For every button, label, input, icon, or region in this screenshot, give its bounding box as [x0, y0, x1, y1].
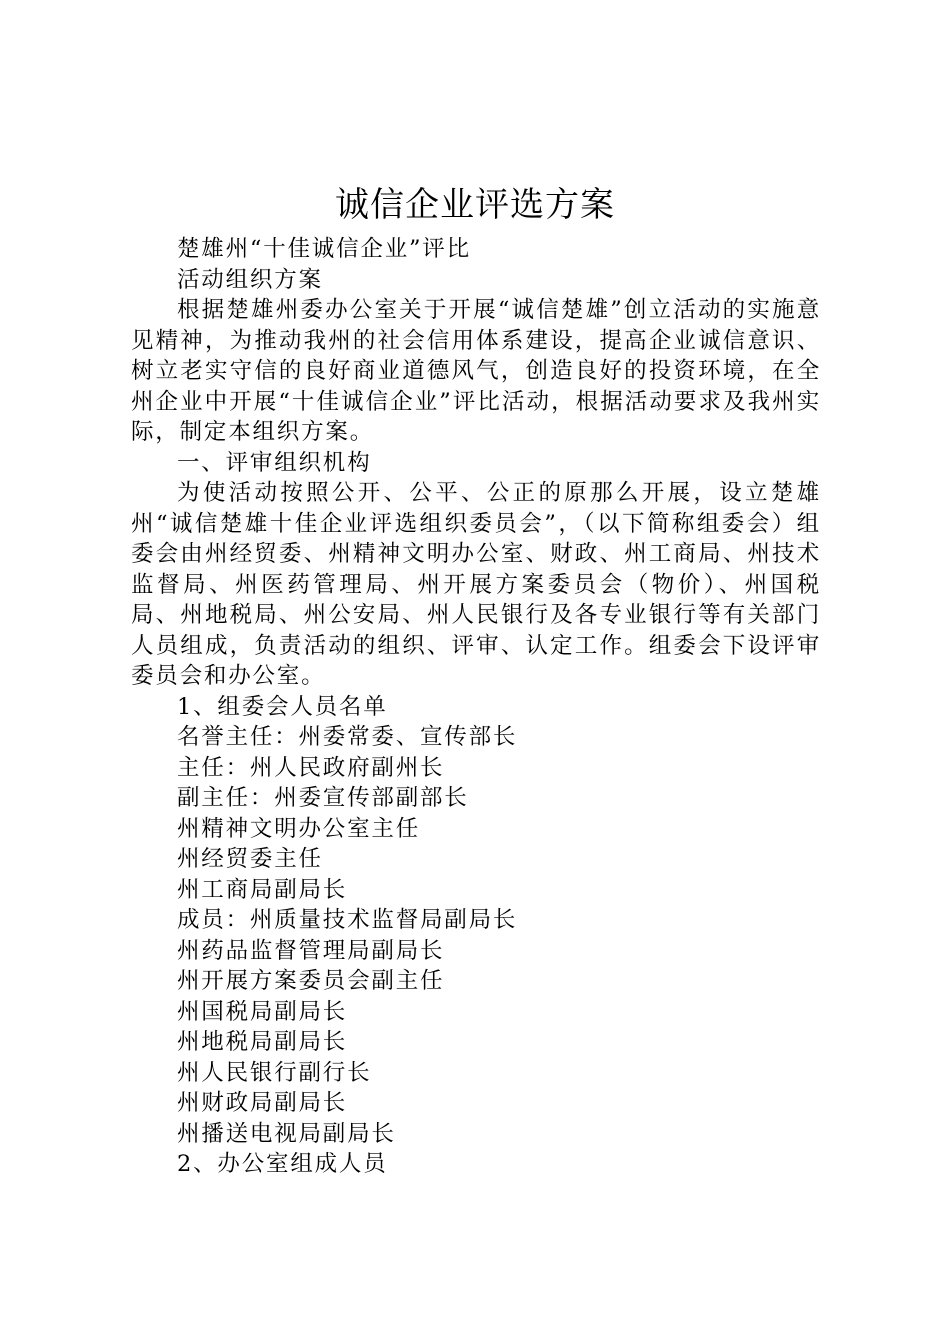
list-item: 州国税局副局长 [177, 998, 348, 1025]
section-heading: 一、评审组织机构 [177, 449, 372, 476]
list-item: 州精神文明办公室主任 [177, 815, 421, 842]
list-item: 州开展方案委员会副主任 [177, 968, 445, 994]
document-title: 诚信企业评选方案 [335, 185, 615, 225]
list-item: 2、办公室组成人员 [177, 1151, 388, 1177]
list-item: 州药品监督管理局副局长 [177, 937, 445, 964]
list-item: 州财政局副局长 [177, 1090, 348, 1116]
subtitle-line-1: 楚雄州“十佳诚信企业”评比 [177, 236, 471, 262]
list-item: 成员：州质量技术监督局副局长 [177, 907, 518, 933]
list-item: 1、组委会人员名单 [177, 693, 388, 720]
document-body [131, 234, 821, 1180]
intro-paragraph: 根据楚雄州委办公室关于开展“诚信楚雄”创立活动的实施意见精神，为推动我州的社会信用体系建设，提高企业诚信意识、树立老实守信的良好商业道德风气，创造良好的投资环境，在全州企业中开展“十佳诚信企业”评比活动，根据活动要求及我州实际，制定本组织方案。 [131, 297, 821, 445]
list-item: 州经贸委主任 [177, 846, 323, 872]
list-item: 名誉主任：州委常委、宣传部长 [177, 724, 518, 750]
subtitle-line-2: 活动组织方案 [177, 266, 323, 293]
list-item: 州工商局副局长 [177, 876, 348, 903]
organization-paragraph: 为使活动按照公开、公平、公正的原那么开展，设立楚雄州“诚信楚雄十佳企业评选组织委员会”，（以下简称组委会）组委会由州经贸委、州精神文明办公室、财政、州工商局、州技术监督局、州医药管理局、州开展方案委员会（物价）、州国税局、州地税局、州公安局、州人民银行及各专业银行等有关部门人员组成，负责活动的组织、评审、认定工作。组委会下设评审委员会和办公室。 [131, 480, 821, 689]
list-item: 州地税局副局长 [177, 1029, 348, 1055]
list-item: 副主任：州委宣传部副部长 [177, 785, 469, 811]
list-item: 主任：州人民政府副州长 [177, 754, 445, 781]
list-item: 州人民银行副行长 [177, 1059, 372, 1086]
list-item: 州播送电视局副局长 [177, 1120, 396, 1147]
